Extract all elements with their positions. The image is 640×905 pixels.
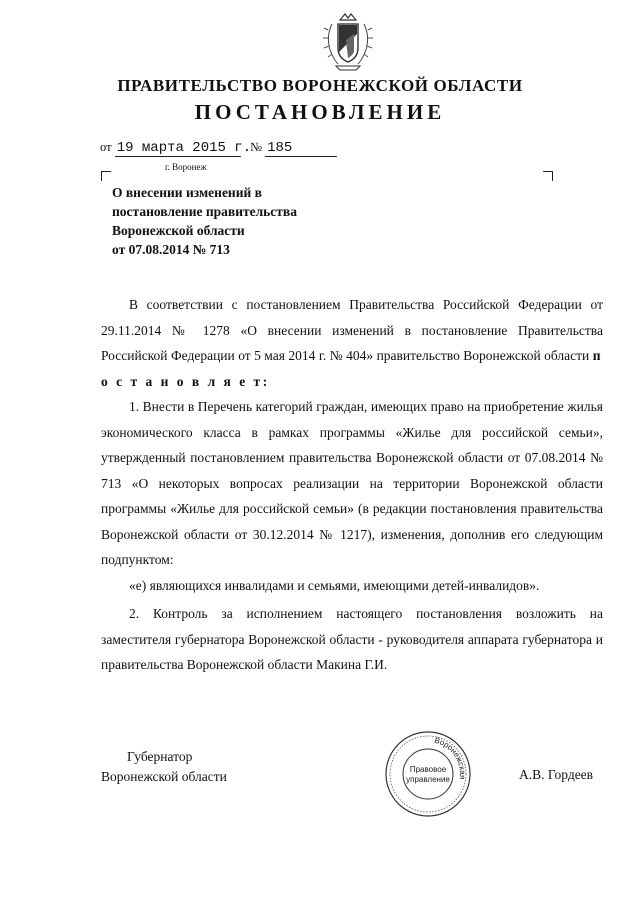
from-label: от bbox=[100, 140, 112, 154]
document-type: ПОСТАНОВЛЕНИЕ bbox=[194, 100, 446, 124]
organization-title: ПРАВИТЕЛЬСТВО ВОРОНЕЖСКОЙ ОБЛАСТИ bbox=[117, 76, 523, 95]
subject-line: от 07.08.2014 № 713 bbox=[112, 242, 230, 257]
preamble-paragraph bbox=[101, 292, 603, 394]
document-subject bbox=[112, 183, 372, 259]
item-1-subpoint: «е) являющихся инвалидами и семьями, имеющими детей-инвалидов». bbox=[129, 577, 540, 593]
city-label: г. Воронеж bbox=[165, 162, 207, 172]
number-label: № bbox=[250, 140, 262, 154]
stamp-outer-text: Воронежская bbox=[433, 735, 468, 780]
signatory-name: А.В. Гордеев bbox=[519, 767, 594, 782]
coat-of-arms-icon bbox=[318, 12, 378, 74]
signatory-title bbox=[101, 747, 227, 787]
document-date: 19 марта 2015 г. bbox=[116, 140, 252, 156]
stamp-inner-line: Правовое bbox=[409, 765, 447, 774]
document-body bbox=[101, 292, 603, 678]
subject-line: О внесении изменений в bbox=[112, 185, 262, 200]
corner-bracket-right bbox=[543, 171, 553, 181]
signatory-title-line: Воронежской области bbox=[101, 769, 227, 784]
signatory-title-line: Губернатор bbox=[127, 749, 193, 764]
corner-bracket-left bbox=[101, 171, 111, 181]
preamble-text: В соответствии с постановлением Правительства Российской Федерации от 29.11.2014 № 1278 «О внесении изменений в постановление Правительства Российской Федерации от 5 мая 2014 г. № 404» правительство Воронежской области bbox=[101, 297, 603, 363]
document-number: 185 bbox=[265, 140, 337, 157]
stamp-inner-line: управление bbox=[406, 775, 450, 784]
official-stamp bbox=[384, 730, 472, 818]
resolves-text: п о с т а н о в л я е т: bbox=[101, 348, 603, 389]
date-number-line bbox=[100, 140, 337, 157]
subject-line: постановление правительства bbox=[112, 204, 297, 219]
subject-line: Воронежской области bbox=[112, 223, 245, 238]
item-2-paragraph: 2. Контроль за исполнением настоящего постановления возложить на заместителя губернатора Воронежской области - руководителя аппарата губернатора и правительства Воронежской области Макина Г.И. bbox=[101, 606, 603, 672]
item-1-paragraph: 1. Внести в Перечень категорий граждан, имеющих право на приобретение жилья экономического класса в рамках программы «Жилье для российской семьи», утвержденный постановлением правительства Воронежской области от 07.08.2014 № 713 «О некоторых вопросах реализации на территории Воронежской области программы «Жилье для российской семьи» (в редакции постановления правительства Воронежской области от 30.12.2014 № 1217), изменения, дополнив его следующим подпунктом: bbox=[101, 399, 603, 567]
